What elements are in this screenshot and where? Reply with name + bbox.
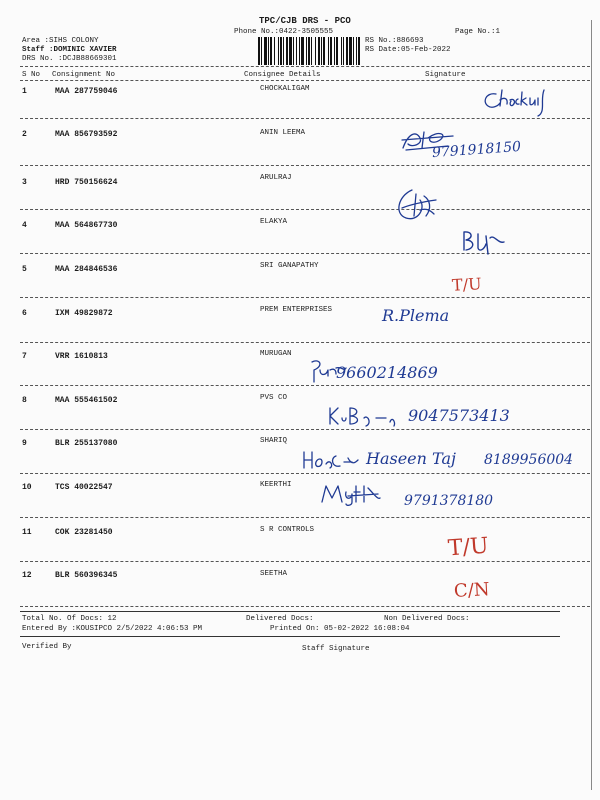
barcode-bar — [261, 37, 262, 65]
divider — [20, 80, 590, 81]
row-number: 4 — [22, 221, 27, 230]
consignment-number: COK 23281450 — [55, 528, 113, 537]
row-number: 11 — [22, 528, 32, 537]
consignment-number: BLR 255137080 — [55, 439, 118, 448]
row-divider — [20, 561, 590, 562]
consignment-number: MAA 564867730 — [55, 221, 118, 230]
barcode-bar — [343, 37, 344, 65]
divider — [20, 66, 590, 67]
barcode-bar — [318, 37, 320, 65]
staff-signature-label: Staff Signature — [302, 645, 370, 653]
barcode-bar — [356, 37, 357, 65]
handwritten-name: R.Plema — [382, 306, 450, 325]
drs-number: DRS No. :DCJB88669301 — [22, 55, 117, 63]
consignment-number: MAA 856793592 — [55, 130, 118, 139]
consignee-name: ARULRAJ — [260, 174, 292, 182]
barcode-bar — [286, 37, 288, 65]
row-divider — [20, 606, 590, 607]
handwritten-phone: 8189956004 — [484, 452, 574, 468]
divider — [20, 611, 560, 612]
consignment-number: VRR 1610813 — [55, 352, 108, 361]
delivered-docs: Delivered Docs: — [246, 615, 314, 623]
consignee-name: SHARIQ — [260, 437, 288, 445]
barcode-bar — [289, 37, 292, 65]
row-divider — [20, 517, 590, 518]
row-divider — [20, 165, 590, 166]
handwritten-phone: 9791378180 — [404, 493, 494, 509]
page-number: Page No.:1 — [455, 28, 501, 36]
consignee-name: PVS CO — [260, 394, 288, 402]
barcode-bar — [306, 37, 307, 65]
consignment-number: HRD 750156624 — [55, 178, 118, 187]
barcode-bar — [270, 37, 272, 65]
barcode-bar — [258, 37, 260, 65]
row-number: 8 — [22, 396, 27, 405]
col-signature: Signature — [425, 71, 466, 79]
consignment-number: IXM 49829872 — [55, 309, 113, 318]
barcode-bar — [334, 37, 335, 65]
consignee-name: PREM ENTERPRISES — [260, 306, 333, 314]
barcode-bar — [283, 37, 284, 65]
row-divider — [20, 385, 590, 386]
barcode-bar — [293, 37, 294, 65]
row-divider — [20, 429, 590, 430]
non-delivered-docs: Non Delivered Docs: — [384, 615, 470, 623]
barcode-bar — [341, 37, 342, 65]
rs-number: RS No.:886693 — [365, 37, 424, 45]
signature-scribble — [478, 88, 558, 120]
barcode-bar — [315, 37, 316, 65]
printed-on: Printed On: 05-02-2022 16:08:04 — [270, 625, 410, 633]
handwritten-phone: 9791918150 — [431, 138, 522, 162]
consignee-name: ANIN LEEMA — [260, 129, 306, 137]
row-divider — [20, 342, 590, 343]
row-divider — [20, 473, 590, 474]
barcode-bar — [308, 37, 310, 65]
row-number: 7 — [22, 352, 27, 361]
verified-by: Verified By — [22, 643, 72, 651]
consignee-name: SRI GANAPATHY — [260, 262, 319, 270]
consignee-name: CHOCKALIGAM — [260, 85, 310, 93]
col-consignment: Consignment No — [52, 71, 116, 79]
area: Area :SIHS COLONY — [22, 37, 99, 45]
signature-scribble — [318, 482, 384, 506]
row-divider — [20, 297, 590, 298]
col-sno: S No — [22, 71, 41, 79]
handwritten-phone: 9660214869 — [336, 363, 438, 382]
barcode-bar — [346, 37, 348, 65]
row-divider — [20, 209, 590, 210]
barcode-bar — [274, 37, 275, 65]
col-consignee: Consignee Details — [244, 71, 321, 79]
barcode-bar — [328, 37, 329, 65]
handwritten-name: Haseen Taj — [366, 449, 456, 468]
consignment-number: TCS 40022547 — [55, 483, 113, 492]
sheet-title: TPC/CJB DRS - PCO — [259, 16, 351, 26]
signature-scribble — [460, 228, 510, 258]
signature-scribble — [326, 404, 400, 430]
row-number: 9 — [22, 439, 27, 448]
row-number: 10 — [22, 483, 32, 492]
barcode-bar — [301, 37, 304, 65]
barcode-bar — [264, 37, 267, 65]
barcode-bar — [268, 37, 269, 65]
consignment-number: BLR 560396345 — [55, 571, 118, 580]
barcode — [258, 37, 362, 65]
signature-scribble — [300, 448, 360, 472]
row-number: 3 — [22, 178, 27, 187]
row-number: 2 — [22, 130, 27, 139]
staff: Staff :DOMINIC XAVIER — [22, 46, 117, 54]
barcode-bar — [278, 37, 279, 65]
consignment-number: MAA 284846536 — [55, 265, 118, 274]
barcode-bar — [353, 37, 354, 65]
barcode-bar — [358, 37, 360, 65]
barcode-bar — [299, 37, 300, 65]
signature-scribble — [392, 186, 442, 226]
barcode-bar — [323, 37, 325, 65]
consignment-number: MAA 287759046 — [55, 87, 118, 96]
consignee-name: S R CONTROLS — [260, 526, 315, 534]
barcode-bar — [330, 37, 332, 65]
barcode-bar — [296, 37, 297, 65]
barcode-bar — [321, 37, 322, 65]
barcode-bar — [349, 37, 352, 65]
total-docs: Total No. Of Docs: 12 — [22, 615, 117, 623]
rs-date: RS Date:05-Feb-2022 — [365, 46, 451, 54]
page-edge-line — [591, 20, 592, 790]
row-number: 6 — [22, 309, 27, 318]
consignee-name: ELAKYA — [260, 218, 288, 226]
phone-number: Phone No.:0422-3505555 — [234, 28, 334, 36]
consignment-number: MAA 555461502 — [55, 396, 118, 405]
consignee-name: MURUGAN — [260, 350, 292, 358]
handwritten-phone: 9047573413 — [408, 406, 510, 425]
consignee-name: SEETHA — [260, 570, 288, 578]
row-number: 5 — [22, 265, 27, 274]
handwritten-mark: C/N — [453, 579, 491, 602]
row-number: 1 — [22, 87, 27, 96]
handwritten-mark: T/U — [451, 274, 483, 295]
entered-by: Entered By :KOUSIPCO 2/5/2022 4:06:53 PM — [22, 625, 203, 633]
handwritten-mark: T/U — [447, 533, 490, 562]
barcode-bar — [280, 37, 282, 65]
barcode-bar — [336, 37, 338, 65]
divider — [20, 636, 560, 637]
row-number: 12 — [22, 571, 32, 580]
barcode-bar — [311, 37, 312, 65]
consignee-name: KEERTHI — [260, 481, 292, 489]
